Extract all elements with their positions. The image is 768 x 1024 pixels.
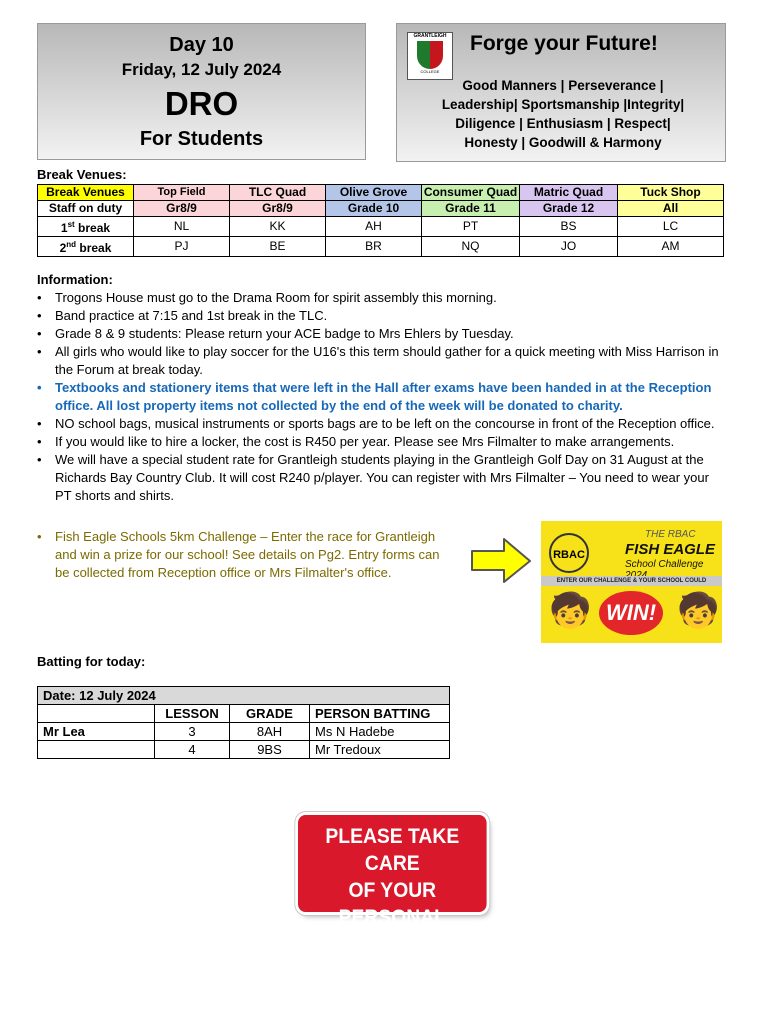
table-cell: AH [326,217,422,237]
day-header-box [37,23,366,160]
list-item: • Trogons House must go to the Drama Room for spirit assembly this morning. [37,289,727,307]
table-cell [38,741,155,759]
header-cell: GRADE [230,705,310,723]
list-item: • Band practice at 7:15 and 1st break in the TLC. [37,307,727,325]
table-cell: BS [520,217,618,237]
table-cell: NQ [422,237,520,257]
list-item: • If you would like to hire a locker, the cost is R450 per year. Please see Mrs Filmalter to make arrangements. [37,433,727,451]
table-cell: Grade 10 [326,201,422,217]
header-cell: Break Venues [38,185,134,201]
batting-date: Date: 12 July 2024 [38,687,450,705]
values-line: Leadership| Sportsmanship |Integrity| [441,97,685,112]
values-line: Good Manners | Perseverance | [462,78,664,93]
win-badge: WIN! [599,591,663,635]
lost-property-notice: • Textbooks and stationery items that were left in the Hall after exams have been handed in at the Reception office. All lost property items not collected by the end of the week will be donated to charity. [37,379,727,415]
table-cell: Mr Tredoux [310,741,450,759]
header-cell: Consumer Quad [422,185,520,201]
information-list [37,289,727,505]
header-cell: PERSON BATTING [310,705,450,723]
header-cell: TLC Quad [230,185,326,201]
slogan: Forge your Future! [470,32,658,55]
row-label: 1st break [38,217,134,237]
table-cell: KK [230,217,326,237]
table-cell: All [618,201,724,217]
table-row [38,741,450,759]
table-cell: 3 [155,723,230,741]
day-date: Friday, 12 July 2024 [121,60,282,79]
table-cell: NL [134,217,230,237]
list-item: • We will have a special student rate for Grantleigh students playing in the Grantleigh Golf Day on 31 August at the Richards Bay Country Club. It will cost R240 p/player. You can register with Mrs Filmalter – You need to wear your PT shorts and shirts. [37,451,727,505]
table-cell: BE [230,237,326,257]
promo-line: THE RBAC [645,529,696,540]
table-cell: Ms N Hadebe [310,723,450,741]
header-cell: Olive Grove [326,185,422,201]
batting-title: Batting for today: [37,654,146,669]
school-values-box [396,23,726,162]
table-cell: 8AH [230,723,310,741]
table-cell: 9BS [230,741,310,759]
page-title: DRO [164,85,239,122]
table-cell: Mr Lea [38,723,155,741]
list-item: • All girls who would like to play soccer for the U16's this term should gather for a quick meeting with Miss Harrison in the Forum at break today. [37,343,727,379]
child-icon: 🧒 [549,592,592,630]
header-cell: LESSON [155,705,230,723]
header-cell: Tuck Shop [618,185,724,201]
sign-line: PLEASE TAKE CARE [325,825,460,875]
batting-table [37,686,450,759]
fish-eagle-promo-image [541,521,722,643]
personal-belongings-sign [298,815,487,956]
table-row [38,723,450,741]
table-cell: AM [618,237,724,257]
table-cell: Gr8/9 [230,201,326,217]
shield-icon [417,41,443,69]
rbac-logo: RBAC [549,533,589,573]
table-cell: PT [422,217,520,237]
page-subtitle: For Students [139,128,264,150]
break-venues-title: Break Venues: [37,167,127,182]
table-header-row [38,185,724,201]
fish-eagle-notice: • Fish Eagle Schools 5km Challenge – Enter the race for Grantleigh and win a prize for our school! See details on Pg2. Entry forms can be collected from Reception office or Mrs Filmalter's office. [37,528,457,582]
table-cell: LC [618,217,724,237]
break-venues-table [37,184,724,257]
table-row [38,237,724,257]
table-cell: Grade 11 [422,201,520,217]
arrow-right-icon [470,535,532,585]
values-line: Diligence | Enthusiasm | Respect| [455,116,671,131]
child-icon: 🧒 [677,592,720,630]
promo-band: ENTER OUR CHALLENGE & YOUR SCHOOL COULD [541,576,722,586]
table-cell: BR [326,237,422,257]
row-label: Staff on duty [38,201,134,217]
crest-bottom-text: COLLEGE [420,69,440,74]
table-header-row [38,705,450,723]
promo-line: School Challenge [625,559,704,570]
list-item: • NO school bags, musical instruments or sports bags are to be left on the concourse in front of the Reception office. [37,415,727,433]
table-cell: Grade 12 [520,201,618,217]
information-title: Information: [37,272,113,287]
header-cell [38,705,155,723]
header-cell: Top Field [134,185,230,201]
table-cell: JO [520,237,618,257]
promo-title: FISH EAGLE [625,541,716,558]
sign-line: OF YOUR PERSONAL [338,879,446,929]
table-cell: 4 [155,741,230,759]
table-cell: PJ [134,237,230,257]
school-crest-logo [407,32,453,80]
school-values [417,76,709,152]
header-cell: Matric Quad [520,185,618,201]
values-line: Honesty | Goodwill & Harmony [464,135,662,150]
row-label: 2nd break [38,237,134,257]
table-cell: Gr8/9 [134,201,230,217]
table-row [38,217,724,237]
crest-top-text: GRANTLEIGH [413,33,447,39]
sign-line: BELONGINGS [327,933,458,956]
batting-date-row [38,687,450,705]
day-number: Day 10 [169,34,234,56]
list-item: • Grade 8 & 9 students: Please return your ACE badge to Mrs Ehlers by Tuesday. [37,325,727,343]
table-row [38,201,724,217]
